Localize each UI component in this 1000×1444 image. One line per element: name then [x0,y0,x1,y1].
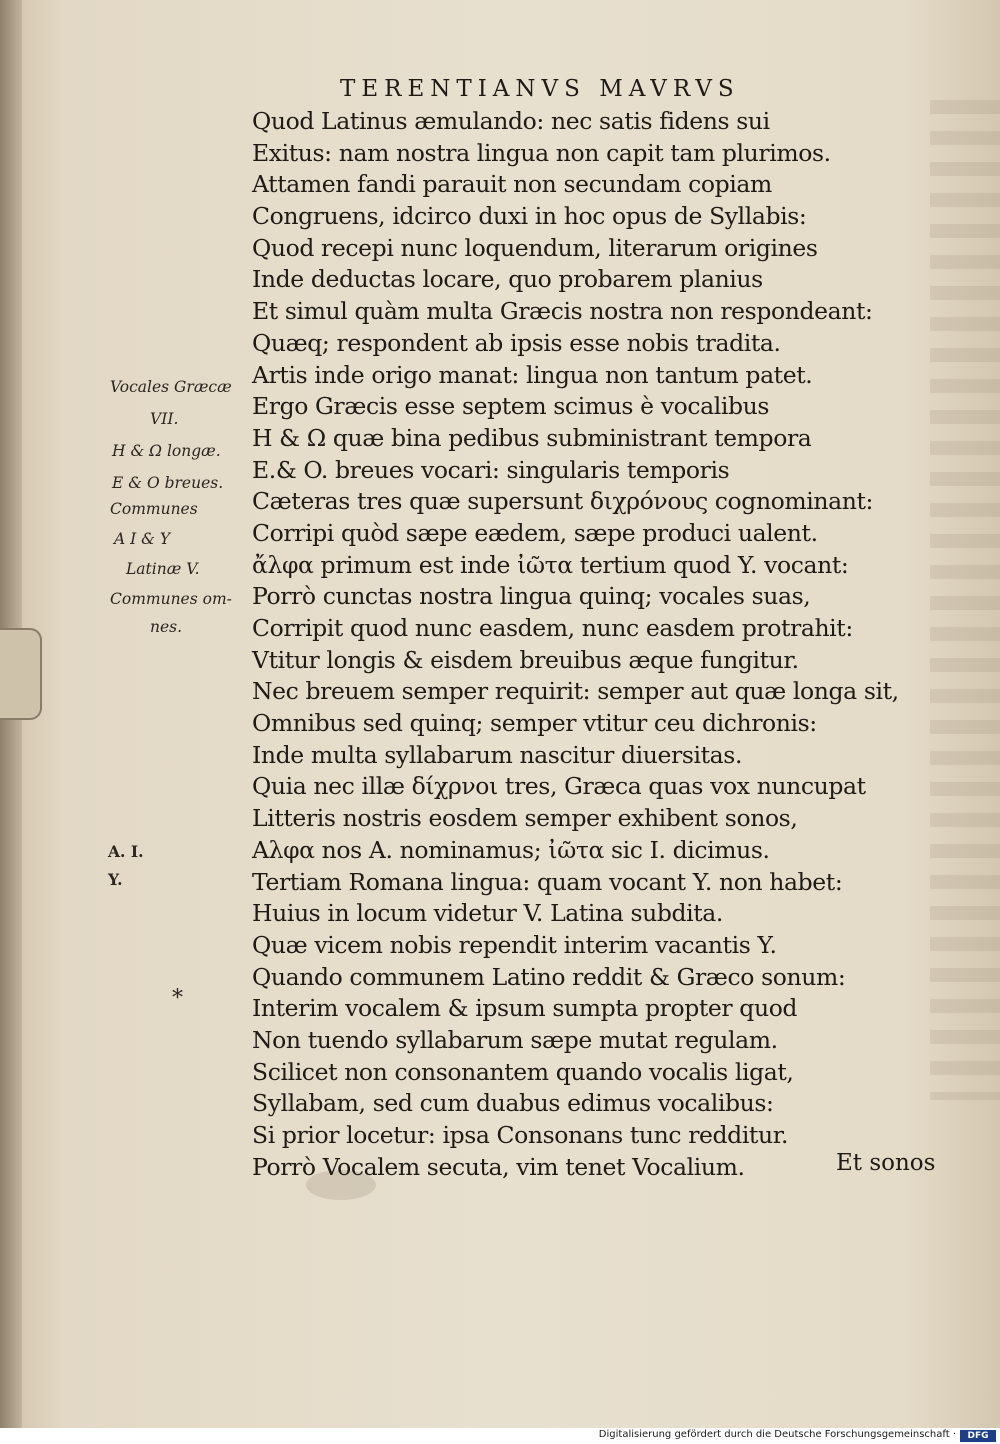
verse-line: Et simul quàm multa Græcis nostra non respondeant: [252,297,873,326]
margin-note-vocales: Vocales Græcæ [110,378,232,396]
digitization-credit: Digitalisierung gefördert durch die Deutsche Forschungsgemeinschaft · [598,1429,956,1440]
margin-note-vii: VII. [150,410,179,428]
verse-line: Quæq; respondent ab ipsis esse nobis tradita. [252,328,781,357]
verse-line: Η & Ω quæ bina pedibus subministrant tempora [252,423,812,452]
verse-line: Αλφα nos A. nominamus; ἰῶτα sic I. dicimus. [252,835,770,864]
verse-line: Attamen fandi parauit non secundam copiam [252,170,772,199]
margin-note-communes-omnes: Communes om- [110,590,232,608]
verse-line: Tertiam Romana lingua: quam vocant Y. non habet: [252,867,843,896]
verse-line: ἄλφα primum est inde ἰῶτα tertium quod Y. vocant: [252,550,849,579]
show-through [930,100,1000,1100]
verse-line: Porrò Vocalem secuta, vim tenet Vocalium. [252,1152,745,1181]
verse-line: Scilicet non consonantem quando vocalis ligat, [252,1057,794,1086]
verse-line: Nec breuem semper requirit: semper aut quæ longa sit, [252,677,899,706]
verse-line: Litteris nostris eosdem semper exhibent sonos, [252,804,798,833]
margin-note-breues: Ε & Ο breues. [112,474,224,492]
margin-asterisk: * [172,986,183,1011]
margin-note-y: Y. [108,870,123,889]
verse-line: Si prior locetur: ipsa Consonans tunc redditur. [252,1121,789,1149]
verse-line: Inde multa syllabarum nascitur diuersitas. [252,740,743,769]
margin-note-communes: Communes [110,500,198,518]
verse-line: E.& O. breues vocari: singularis temporis [252,455,730,484]
verse-block [252,106,932,1183]
verse-line: Artis inde origo manat: lingua non tantum patet. [252,360,813,389]
verse-line: Quando communem Latino reddit & Græco sonum: [252,962,846,991]
verse-line: Vtitur longis & eisdem breuibus æque fungitur. [252,645,799,674]
verse-line: Huius in locum videtur V. Latina subdita. [252,899,723,928]
running-head: TERENTIANVS MAVRVS [340,76,740,102]
verse-line: Non tuendo syllabarum sæpe mutat regulam. [252,1025,778,1054]
binding-clip [0,628,42,720]
margin-note-nes: nes. [150,618,183,636]
margin-note-ai: A. I. [108,842,144,861]
verse-line: Ergo Græcis esse septem scimus è vocalibus [252,392,769,421]
verse-line: Omnibus sed quinq; semper vtitur ceu dichronis: [252,709,817,738]
digitization-credit-bar [0,1428,1000,1444]
dfg-logo-icon: DFG [960,1430,996,1442]
margin-note-longae: Η & Ω longæ. [112,442,221,460]
verse-line: Corripit quod nunc easdem, nunc easdem protrahit: [252,614,853,642]
verse-line: Quod recepi nunc loquendum, literarum origines [252,233,818,262]
margin-note-latinae: Latinæ V. [126,560,200,578]
verse-line: Quia nec illæ δίχρνοι tres, Græca quas vox nuncupat [252,772,866,801]
verse-line: Syllabam, sed cum duabus edimus vocalibus: [252,1089,774,1118]
verse-line: Congruens, idcirco duxi in hoc opus de Syllabis: [252,202,807,231]
verse-line: Quod Latinus æmulando: nec satis fidens sui [252,107,770,135]
verse-line: Interim vocalem & ipsum sumpta propter quod [252,994,798,1023]
catchword: Et sonos [836,1150,936,1176]
verse-line: Cæteras tres quæ supersunt διχρόνους cognominant: [252,487,874,516]
verse-line: Inde deductas locare, quo probarem planius [252,265,763,294]
verse-line: Corripi quòd sæpe eædem, sæpe produci ualent. [252,518,818,547]
verse-line: Porrò cunctas nostra lingua quinq; vocales suas, [252,582,811,611]
verse-line: Exitus: nam nostra lingua non capit tam plurimos. [252,138,831,167]
verse-line: Quæ vicem nobis rependit interim vacantis Y. [252,930,777,959]
margin-note-aiy: Α Ι & Υ [114,530,171,548]
